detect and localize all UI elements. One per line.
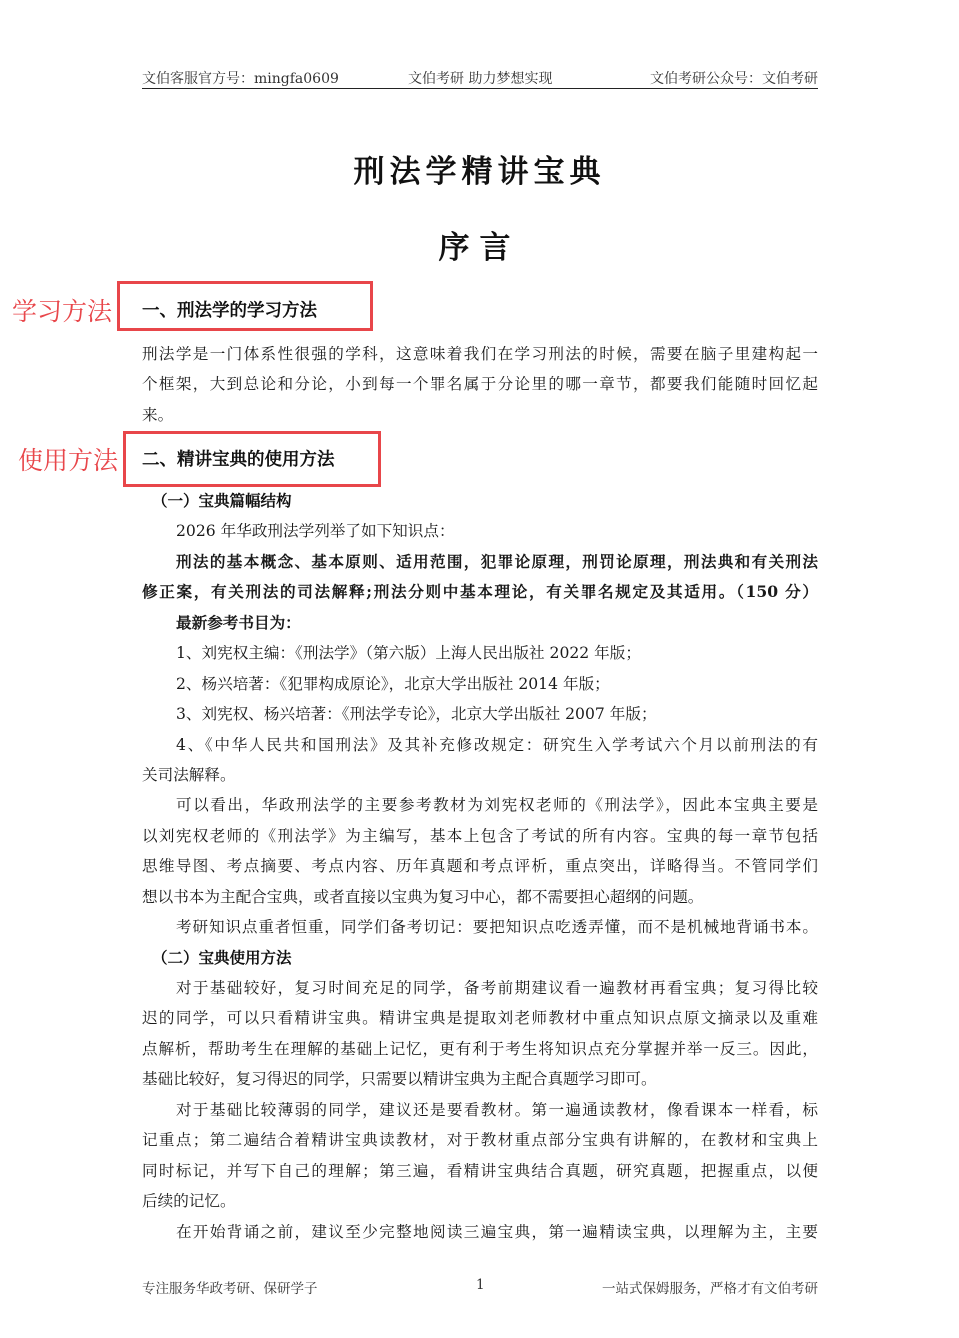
paragraph-line: 记重点；第二遍结合着精讲宝典读教材，对于教材重点部分宝典有讲解的，在教材和宝典上 xyxy=(142,1131,818,1149)
header-center: 文伯考研 助力梦想实现 xyxy=(408,71,553,87)
document-title: 刑法学精讲宝典 xyxy=(353,154,606,190)
page-number: 1 xyxy=(476,1277,485,1293)
book-item: 1、刘宪权主编：《刑法学》（第六版）上海人民出版社 2022 年版； xyxy=(176,644,641,662)
footer-right: 一站式保姆服务，严格才有文伯考研 xyxy=(602,1281,818,1297)
paragraph-line: 同时标记，并写下自己的理解；第三遍，看精讲宝典结合真题，研究真题，把握重点，以便 xyxy=(142,1162,818,1180)
subsection-1-heading: （一）宝典篇幅结构 xyxy=(152,492,292,510)
book-item: 4、《中华人民共和国刑法》及其补充修改规定：研究生入学考试六个月以前刑法的有 xyxy=(176,736,818,754)
paragraph-line: 思维导图、考点摘要、考点内容、历年真题和考点评析，重点突出，详略得当。不管同学们 xyxy=(142,857,818,875)
header-rule xyxy=(142,88,818,89)
paragraph-line: 点解析，帮助考生在理解的基础上记忆，更有利于考生将知识点充分掌握并举一反三。因此， xyxy=(142,1040,818,1058)
section-1-heading: 一、刑法学的学习方法 xyxy=(142,301,317,321)
paragraph-line: 迟的同学，可以只看精讲宝典。精讲宝典是提取刘老师教材中重点知识点原文摘录以及重难 xyxy=(142,1009,818,1027)
paragraph-line: 基础比较好，复习得迟的同学，只需要以精讲宝典为主配合真题学习即可。 xyxy=(142,1070,657,1088)
paragraph-line: 对于基础比较薄弱的同学，建议还是要看教材。第一遍通读教材，像看课本一样看，标 xyxy=(176,1101,818,1119)
syllabus-line: 修正案，有关刑法的司法解释;刑法分则中基本理论，有关罪名规定及其适用。（150 分） xyxy=(142,582,818,601)
paragraph-line: 后续的记忆。 xyxy=(142,1192,236,1210)
paragraph-line: 来。 xyxy=(142,406,174,424)
header-right: 文伯考研公众号：文伯考研 xyxy=(650,71,818,87)
paragraph-line: 想以书本为主配合宝典，或者直接以宝典为复习中心，都不需要担心超纲的问题。 xyxy=(142,888,704,906)
annotation-usage-method: 使用方法 xyxy=(18,446,119,475)
syllabus-line: 刑法的基本概念、基本原则、适用范围，犯罪论原理，刑罚论原理，刑法典和有关刑法 xyxy=(176,552,818,571)
footer-left: 专注服务华政考研、保研学子 xyxy=(142,1281,318,1297)
preface-title: 序言 xyxy=(438,230,521,266)
books-heading: 最新参考书目为： xyxy=(176,613,301,632)
annotation-study-method: 学习方法 xyxy=(12,297,113,326)
paragraph-line: 在开始背诵之前，建议至少完整地阅读三遍宝典，第一遍精读宝典，以理解为主，主要 xyxy=(176,1223,818,1241)
paragraph-line: 2026 年华政刑法学列举了如下知识点： xyxy=(176,522,455,540)
book-item: 2、杨兴培著：《犯罪构成原论》，北京大学出版社 2014 年版； xyxy=(176,675,610,693)
paragraph-line: 刑法学是一门体系性很强的学科，这意味着我们在学习刑法的时候，需要在脑子里建构起一 xyxy=(142,345,818,363)
paragraph-line: 考研知识点重者恒重，同学们备考切记：要把知识点吃透弄懂，而不是机械地背诵书本。 xyxy=(176,918,818,936)
book-item: 关司法解释。 xyxy=(142,766,236,784)
paragraph-line: 可以看出，华政刑法学的主要参考教材为刘宪权老师的《刑法学》，因此本宝典主要是 xyxy=(176,796,818,814)
paragraph-line: 以刘宪权老师的《刑法学》为主编写，基本上包含了考试的所有内容。宝典的每一章节包括 xyxy=(142,827,818,845)
book-item: 3、刘宪权、杨兴培著：《刑法学专论》，北京大学出版社 2007 年版； xyxy=(176,705,657,723)
header-left: 文伯客服官方号：mingfa0609 xyxy=(142,71,339,87)
paragraph-line: 个框架，大到总论和分论，小到每一个罪名属于分论里的哪一章节，都要我们能随时回忆起 xyxy=(142,375,818,393)
subsection-2-heading: （二）宝典使用方法 xyxy=(152,949,292,967)
section-2-heading: 二、精讲宝典的使用方法 xyxy=(142,450,335,470)
paragraph-line: 对于基础较好，复习时间充足的同学，备考前期建议看一遍教材再看宝典；复习得比较 xyxy=(176,979,818,997)
